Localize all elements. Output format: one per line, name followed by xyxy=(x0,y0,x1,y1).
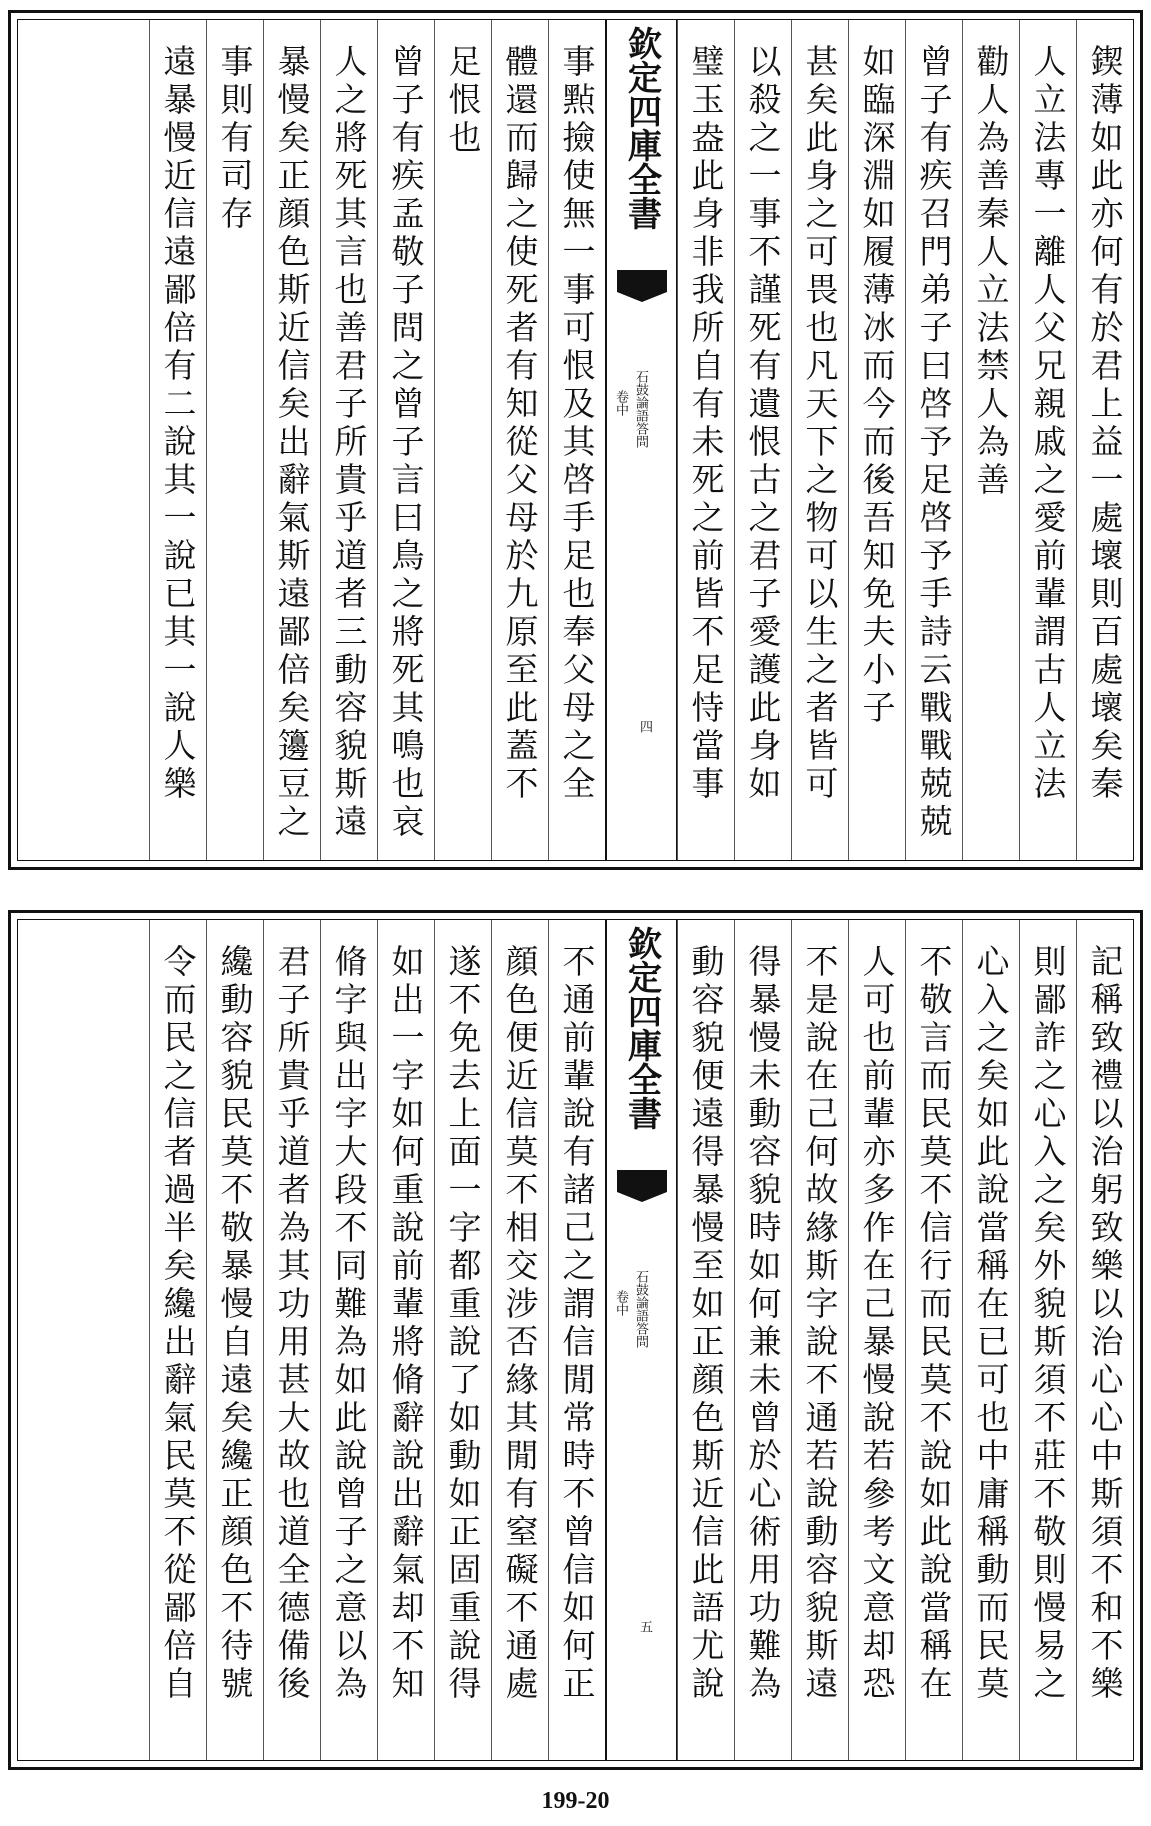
book-title: 石鼓論語答問 xyxy=(633,1270,648,1348)
center-fold xyxy=(605,20,677,860)
text-column: 人之將死其言也善君子所貴乎道者三動容貌斯遠 xyxy=(320,20,377,860)
upper-page-frame xyxy=(17,19,1134,861)
text-column: 遂不免去上面一字都重說了如動如正固重說得 xyxy=(434,920,491,1760)
text-column: 以殺之一事不謹死有遺恨古之君子愛護此身如 xyxy=(734,20,791,860)
text-column: 勸人為善秦人立法禁人為善 xyxy=(962,20,1019,860)
text-column: 得暴慢未動容貌時如何兼未曾於心術用功難為 xyxy=(734,920,791,1760)
upper-page xyxy=(8,10,1143,870)
text-column: 曾子有疾召門弟子曰啓予足啓予手詩云戰戰兢兢 xyxy=(905,20,962,860)
text-column: 不敬言而民莫不信行而民莫不說如此說當稱在 xyxy=(905,920,962,1760)
lower-page-columns xyxy=(18,920,1133,1760)
text-column: 足恨也 xyxy=(434,20,491,860)
text-column: 不通前輩說有諸己之謂信閒常時不曾信如何正 xyxy=(548,920,605,1760)
text-column: 纔動容貌民莫不敬暴慢自遠矣纔正顔色不待號 xyxy=(206,920,263,1760)
book-series-title: 欽定四庫全書 xyxy=(621,26,662,230)
book-series-title: 欽定四庫全書 xyxy=(621,926,662,1130)
book-title: 石鼓論語答問 xyxy=(633,370,648,448)
text-column: 人可也前輩亦多作在己暴慢說若參考文意却恐 xyxy=(848,920,905,1760)
text-column: 曾子有疾孟敬子問之曾子言曰鳥之將死其鳴也哀 xyxy=(377,20,434,860)
text-column: 君子所貴乎道者為其功用甚大故也道全德備後 xyxy=(263,920,320,1760)
volume-label: 卷中 xyxy=(613,1290,628,1316)
text-column: 遠暴慢近信遠鄙倍有二說其一說已其一說人樂 xyxy=(149,20,206,860)
text-column: 鍥薄如此亦何有於君上益一處壞則百處壞矣秦 xyxy=(1076,20,1133,860)
text-column: 動容貌便遠得暴慢至如正顔色斯近信此語尤說 xyxy=(677,920,734,1760)
text-column: 則鄙詐之心入之矣外貌斯須不莊不敬則慢易之 xyxy=(1019,920,1076,1760)
upper-page-columns xyxy=(18,20,1133,860)
page-number: 四 xyxy=(637,720,652,733)
text-column: 甚矣此身之可畏也凡天下之物可以生之者皆可 xyxy=(791,20,848,860)
text-column: 脩字與出字大段不同難為如此說曾子之意以為 xyxy=(320,920,377,1760)
volume-label: 卷中 xyxy=(613,390,628,416)
center-fold xyxy=(605,920,677,1760)
text-column: 令而民之信者過半矣纔出辭氣民莫不從鄙倍自 xyxy=(149,920,206,1760)
text-column: 如臨深淵如履薄冰而今而後吾知免夫小子 xyxy=(848,20,905,860)
text-column: 事㸃撿使無一事可恨及其啓手足也奉父母之全 xyxy=(548,20,605,860)
text-column: 暴慢矣正顔色斯近信矣出辭氣斯遠鄙倍矣籩豆之 xyxy=(263,20,320,860)
page-number: 五 xyxy=(637,1620,652,1633)
footer-page-number: 199-20 xyxy=(541,1788,610,1814)
text-column: 顔色便近信莫不相交涉否緣其閒有窒礙不通處 xyxy=(491,920,548,1760)
text-column: 記稱致禮以治躬致樂以治心心中斯須不和不樂 xyxy=(1076,920,1133,1760)
lower-page-frame xyxy=(17,919,1134,1761)
fishtail-mark-icon xyxy=(617,1170,667,1192)
text-column: 如出一字如何重說前輩將脩辭說出辭氣却不知 xyxy=(377,920,434,1760)
lower-page xyxy=(8,910,1143,1770)
text-column: 事則有司存 xyxy=(206,20,263,860)
text-column: 璧玉盎此身非我所自有未死之前皆不足恃當事 xyxy=(677,20,734,860)
text-column: 心入之矣如此說當稱在已可也中庸稱動而民莫 xyxy=(962,920,1019,1760)
fishtail-mark-icon xyxy=(617,270,667,292)
text-column: 體還而歸之使死者有知從父母於九原至此蓋不 xyxy=(491,20,548,860)
text-column: 人立法專一離人父兄親戚之愛前輩謂古人立法 xyxy=(1019,20,1076,860)
text-column: 不是說在己何故緣斯字說不通若說動容貌斯遠 xyxy=(791,920,848,1760)
